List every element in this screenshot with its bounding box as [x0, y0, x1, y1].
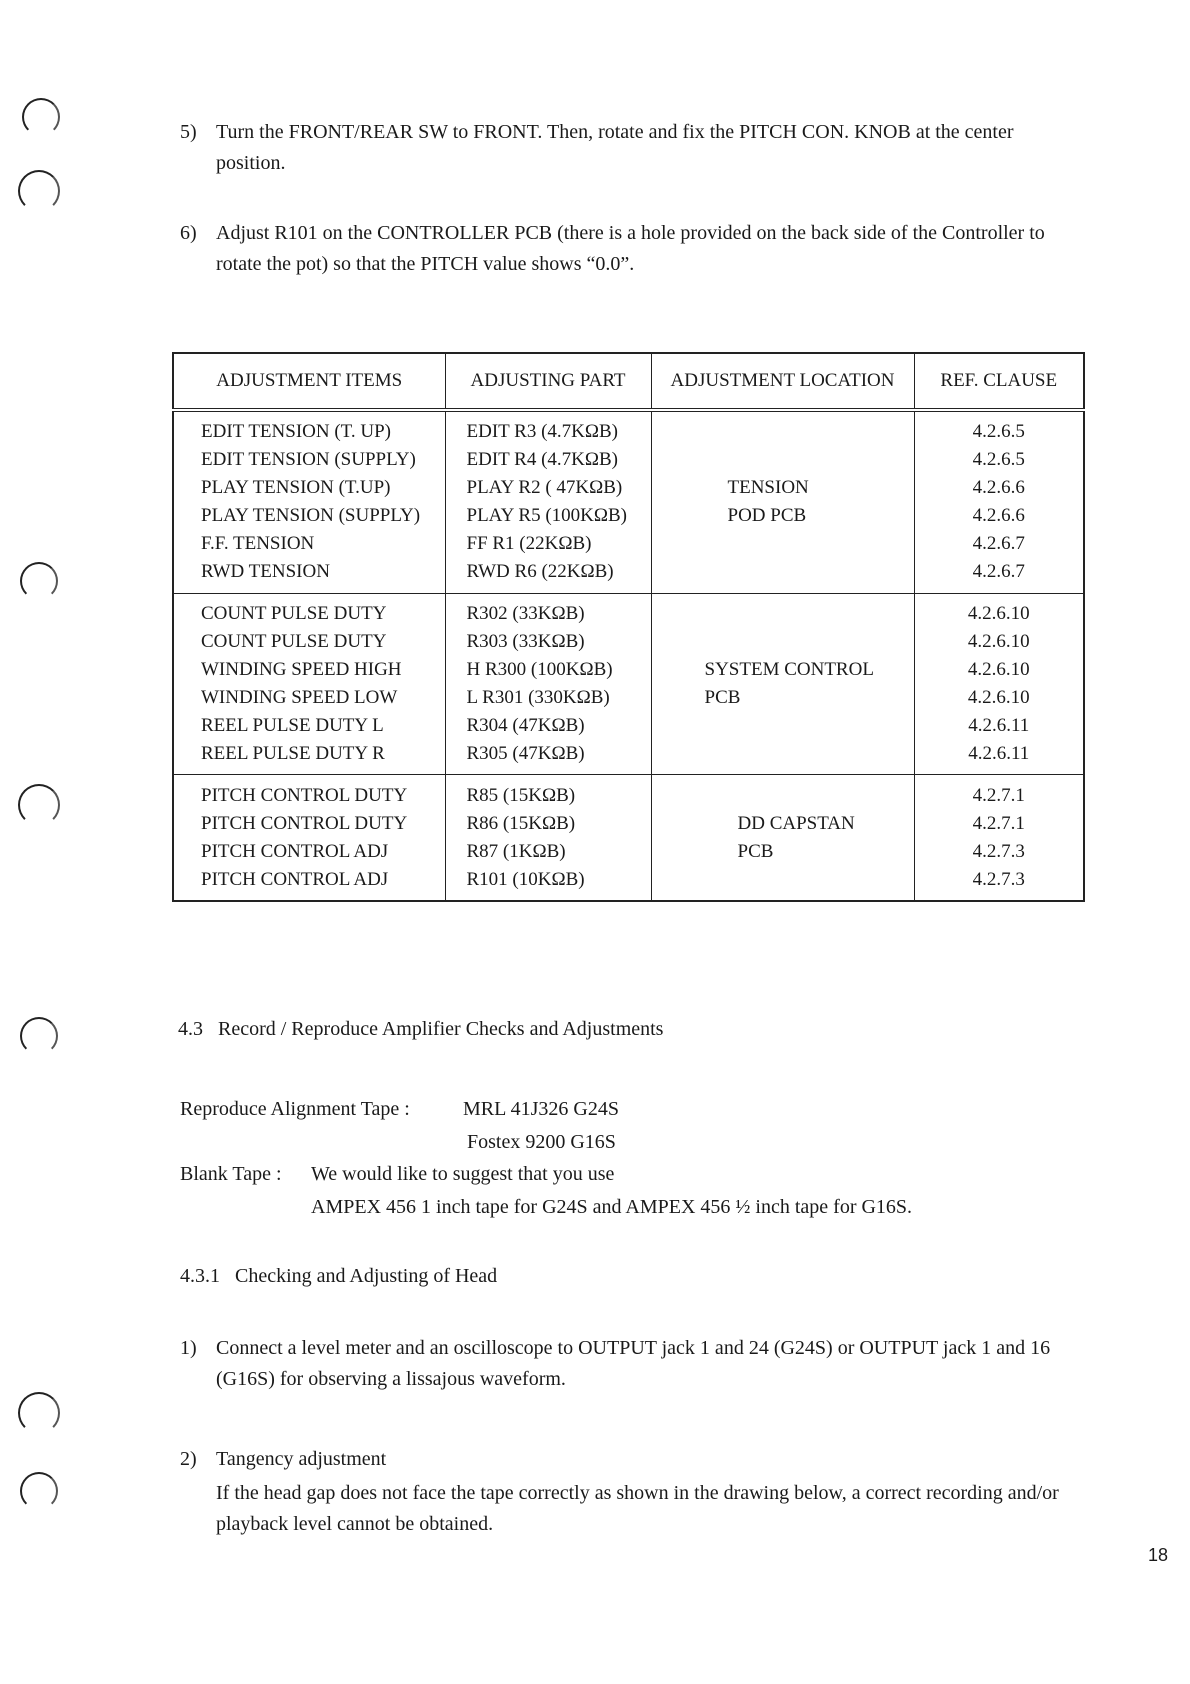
reproduce-tape-label: Reproduce Alignment Tape :: [180, 1098, 410, 1120]
ref-clause-cell-line: 4.2.7.1: [972, 784, 1025, 806]
adjusting-part-cell: [445, 410, 651, 593]
step-number: 2): [180, 1448, 197, 1470]
blank-tape-line2: AMPEX 456 1 inch tape for G24S and AMPEX 456 ½ inch tape for G16S.: [311, 1196, 913, 1218]
adjusting-part-cell-line: EDIT R4 (4.7KΩB): [466, 449, 619, 471]
ref-clause-cell-line: 4.2.6.10: [967, 603, 1030, 625]
adjusting-part-cell-line: EDIT R3 (4.7KΩB): [466, 421, 619, 443]
adjusting-part-cell-line: R302 (33KΩB): [466, 603, 585, 625]
adjustment-items-cell-line: PLAY TENSION (SUPPLY): [201, 505, 421, 527]
reproduce-tape-line2: Fostex 9200 G16S: [467, 1131, 616, 1153]
adjustment-items-cell-line: PITCH CONTROL DUTY: [201, 812, 408, 834]
adjusting-part-cell-line: R304 (47KΩB): [466, 715, 585, 737]
ref-clause-cell-line: 4.2.6.7: [972, 533, 1025, 555]
adjustment-location-cell: [651, 410, 914, 593]
step-title: Tangency adjustment: [216, 1448, 387, 1470]
section-title: Record / Reproduce Amplifier Checks and Adjustments: [218, 1018, 664, 1040]
adjusting-part-cell-line: RWD R6 (22KΩB): [466, 561, 614, 583]
ref-clause-cell-line: 4.2.7.3: [972, 868, 1025, 890]
adjustment-items-cell-line: COUNT PULSE DUTY: [201, 631, 387, 653]
adjusting-part-cell-line: R85 (15KΩB): [466, 784, 576, 806]
step-1: [180, 1333, 1070, 1395]
adjustment-items-cell-line: REEL PULSE DUTY L: [201, 715, 384, 737]
adjustment-items-cell-line: COUNT PULSE DUTY: [201, 603, 387, 625]
adjusting-part-cell-line: FF R1 (22KΩB): [466, 533, 592, 555]
ref-clause-cell-line: 4.2.6.10: [967, 659, 1030, 681]
adjustment-items-cell-line: WINDING SPEED HIGH: [201, 659, 402, 681]
ref-clause-cell-line: 4.2.7.1: [972, 812, 1025, 834]
binder-hole: [20, 562, 58, 600]
table-row: [173, 593, 1084, 775]
adjustment-items-cell-line: REEL PULSE DUTY R: [201, 743, 385, 765]
step-5: [180, 117, 1070, 179]
section-number: 4.3: [178, 1018, 203, 1040]
adjustment-items-cell: [173, 410, 445, 593]
table-header-row: [173, 353, 1084, 410]
adjusting-part-cell-line: L R301 (330KΩB): [466, 687, 610, 709]
ref-clause-cell-line: 4.2.6.7: [972, 561, 1025, 583]
ref-clause-cell-line: 4.2.6.11: [968, 715, 1030, 737]
adjusting-part-cell: [445, 593, 651, 775]
adjustment-location-cell: [651, 775, 914, 901]
adjustment-items-cell-line: PITCH CONTROL ADJ: [201, 868, 389, 890]
adjustment-items-cell-line: WINDING SPEED LOW: [201, 687, 398, 709]
adjusting-part-cell-line: R305 (47KΩB): [466, 743, 585, 765]
blank-tape-line1: We would like to suggest that you use: [311, 1163, 615, 1185]
adjusting-part-cell-line: H R300 (100KΩB): [466, 659, 613, 681]
col-header-part: ADJUSTING PART: [445, 353, 651, 410]
ref-clause-cell: [914, 410, 1084, 593]
subsection-heading: [180, 1261, 497, 1292]
adjusting-part-cell-line: R87 (1KΩB): [466, 840, 566, 862]
adjustment-location-cell-line: TENSION: [727, 477, 809, 499]
ref-clause-cell-line: 4.2.6.6: [972, 477, 1025, 499]
adjustment-items-cell-line: EDIT TENSION (T. UP): [201, 421, 391, 443]
binder-hole: [20, 1472, 58, 1510]
step-2: [180, 1444, 1070, 1540]
adjustment-items-cell-line: PITCH CONTROL ADJ: [201, 840, 389, 862]
step-text: If the head gap does not face the tape correctly as shown in the drawing below, a correct recording and/or playback level cannot be obtained.: [216, 1482, 1059, 1535]
adjustment-items-cell: [173, 775, 445, 901]
adjustment-table: [172, 352, 1085, 902]
step-text: Turn the FRONT/REAR SW to FRONT. Then, rotate and fix the PITCH CON. KNOB at the center position.: [216, 121, 1014, 174]
binder-hole: [20, 1017, 58, 1055]
binder-hole: [18, 784, 60, 826]
ref-clause-cell-line: 4.2.6.10: [967, 687, 1030, 709]
adjustment-items-cell-line: F.F. TENSION: [201, 533, 315, 555]
table-row: [173, 410, 1084, 593]
adjustment-items-cell-line: PITCH CONTROL DUTY: [201, 784, 408, 806]
adjustment-location-cell-line: PCB: [737, 840, 774, 862]
ref-clause-cell-line: 4.2.6.11: [968, 743, 1030, 765]
step-6: [180, 218, 1070, 280]
adjustment-items-cell: [173, 593, 445, 775]
section-heading: [178, 1014, 663, 1045]
ref-clause-cell-line: 4.2.6.5: [972, 449, 1025, 471]
step-number: 5): [180, 121, 197, 143]
ref-clause-cell: [914, 775, 1084, 901]
col-header-items: ADJUSTMENT ITEMS: [173, 353, 445, 410]
ref-clause-cell-line: 4.2.6.6: [972, 505, 1025, 527]
step-text: Adjust R101 on the CONTROLLER PCB (there is a hole provided on the back side of the Controller to rotate the pot) so that the PITCH value shows “0.0”.: [216, 222, 1045, 275]
table-row: [173, 775, 1084, 901]
adjustment-location-cell-line: SYSTEM CONTROL: [704, 659, 874, 681]
binder-hole: [18, 170, 60, 212]
adjustment-items-cell-line: PLAY TENSION (T.UP): [201, 477, 391, 499]
binder-hole: [18, 1392, 60, 1434]
adjustment-location-cell-line: PCB: [704, 687, 741, 709]
adjustment-items-cell-line: EDIT TENSION (SUPPLY): [201, 449, 416, 471]
subsection-number: 4.3.1: [180, 1265, 220, 1287]
reproduce-tape-line1: MRL 41J326 G24S: [463, 1098, 619, 1120]
adjusting-part-cell-line: R86 (15KΩB): [466, 812, 576, 834]
subsection-title: Checking and Adjusting of Head: [235, 1265, 498, 1287]
adjusting-part-cell: [445, 775, 651, 901]
adjusting-part-cell-line: PLAY R5 (100KΩB): [466, 505, 628, 527]
ref-clause-cell-line: 4.2.7.3: [972, 840, 1025, 862]
step-text: Connect a level meter and an oscilloscope to OUTPUT jack 1 and 24 (G24S) or OUTPUT jack 1 and 16 (G16S) for observing a lissajous waveform.: [216, 1337, 1051, 1390]
binder-hole: [22, 98, 60, 136]
ref-clause-cell-line: 4.2.6.5: [972, 421, 1025, 443]
adjusting-part-cell-line: R303 (33KΩB): [466, 631, 585, 653]
adjustment-location-cell-line: POD PCB: [727, 505, 807, 527]
col-header-ref: REF. CLAUSE: [914, 353, 1084, 410]
adjustment-items-cell-line: RWD TENSION: [201, 561, 330, 583]
adjusting-part-cell-line: R101 (10KΩB): [466, 868, 585, 890]
adjusting-part-cell-line: PLAY R2 ( 47KΩB): [466, 477, 623, 499]
adjustment-location-cell: [651, 593, 914, 775]
step-number: 6): [180, 222, 197, 244]
ref-clause-cell: [914, 593, 1084, 775]
step-number: 1): [180, 1337, 197, 1359]
blank-tape-label: Blank Tape :: [180, 1163, 282, 1185]
adjustment-location-cell-line: DD CAPSTAN: [737, 812, 855, 834]
col-header-location: ADJUSTMENT LOCATION: [651, 353, 914, 410]
ref-clause-cell-line: 4.2.6.10: [967, 631, 1030, 653]
page-number: 18: [1148, 1545, 1169, 1565]
